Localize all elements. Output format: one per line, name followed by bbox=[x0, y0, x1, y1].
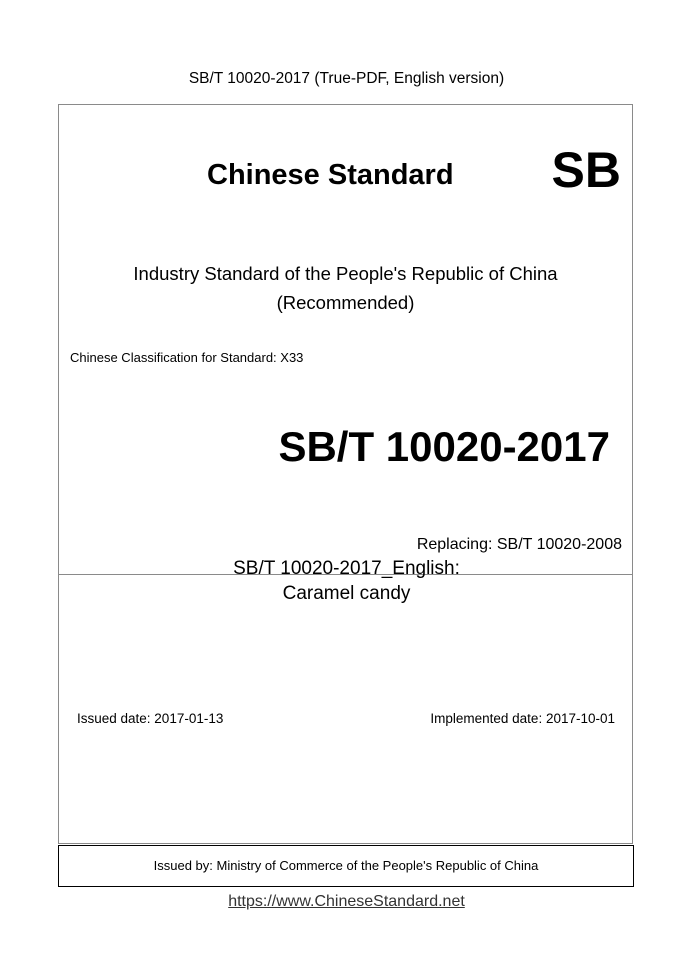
implemented-date: Implemented date: 2017-10-01 bbox=[430, 711, 615, 726]
issuer-box: Issued by: Ministry of Commerce of the People's Republic of China bbox=[58, 845, 634, 887]
brand-code: SB bbox=[551, 142, 621, 198]
cover-frame bbox=[58, 104, 633, 844]
replacing-note: Replacing: SB/T 10020-2008 bbox=[416, 536, 622, 553]
document-title-line-1: SB/T 10020-2017_English: bbox=[233, 558, 460, 579]
document-title-line-2: Caramel candy bbox=[282, 583, 411, 604]
cover-top-section bbox=[59, 105, 632, 575]
classification-label: Chinese Classification for Standard: X33 bbox=[70, 350, 304, 365]
industry-line-1: Industry Standard of the People's Republic of China bbox=[133, 263, 558, 284]
industry-statement bbox=[59, 259, 632, 317]
standard-number: SB/T 10020-2017 bbox=[278, 423, 610, 470]
industry-line-2: (Recommended) bbox=[276, 292, 415, 313]
document-title bbox=[0, 556, 693, 606]
website-link[interactable]: https://www.ChineseStandard.net bbox=[228, 893, 465, 910]
issued-date: Issued date: 2017-01-13 bbox=[77, 711, 224, 726]
brand-title: Chinese Standard bbox=[207, 159, 454, 191]
running-header: SB/T 10020-2017 (True-PDF, English version) bbox=[188, 70, 505, 87]
